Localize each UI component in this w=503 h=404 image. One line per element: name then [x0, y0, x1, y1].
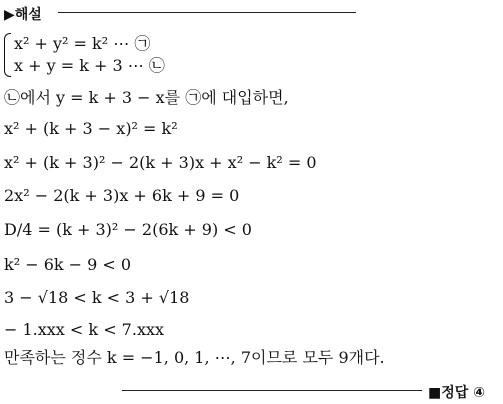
system-equation-2: x + y = k + 3 ⋯ ㉡: [14, 56, 165, 75]
step-2: x² + (k + 3)² − 2(k + 3)x + x² − k² = 0: [4, 153, 317, 172]
step-range: 3 − √18 < k < 3 + √18: [4, 288, 190, 307]
conclusion: 만족하는 정수 k = −1, 0, 1, ⋯, 7이므로 모두 9개다.: [4, 348, 385, 367]
system-brace: [4, 33, 11, 77]
header-divider: [58, 12, 356, 13]
answer-divider: [122, 390, 422, 391]
step-discriminant: D/4 = (k + 3)² − 2(6k + 9) < 0: [4, 220, 252, 239]
step-substitution: ㉡에서 y = k + 3 − x를 ㉠에 대입하면,: [4, 88, 289, 107]
solution-header: ▶해설: [4, 7, 42, 23]
answer-label: ■정답 ④: [428, 385, 486, 401]
step-inequality: k² − 6k − 9 < 0: [4, 255, 132, 274]
step-approx-range: − 1.xxx < k < 7.xxx: [4, 320, 165, 339]
step-3: 2x² − 2(k + 3)x + 6k + 9 = 0: [4, 186, 240, 205]
system-equation-1: x² + y² = k² ⋯ ㉠: [14, 34, 151, 53]
step-1: x² + (k + 3 − x)² = k²: [4, 119, 178, 138]
